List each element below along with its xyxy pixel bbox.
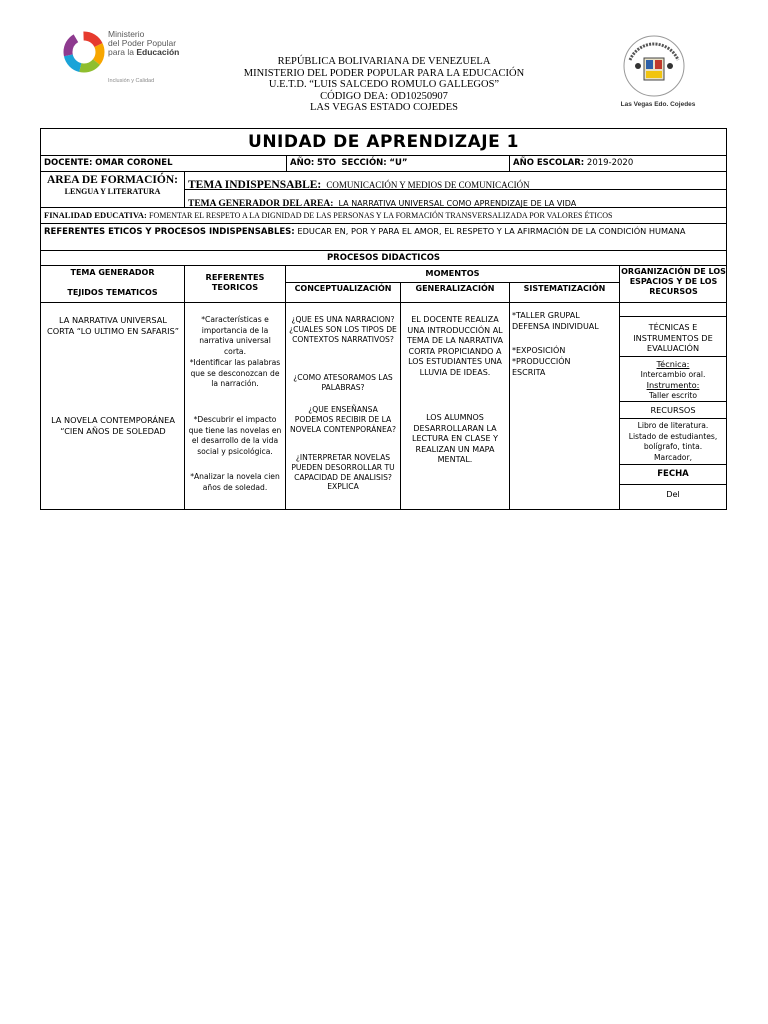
finalidad-cell: FINALIDAD EDUCATIVA: FOMENTAR EL RESPETO A LA DIGNIDAD DE LAS PERSONAS Y LA FORMACIÓN TRANSVERSALIZADA POR VALORES ÉTICOS — [44, 210, 613, 220]
school-logo-caption: Las Vegas Edo. Cojedes — [620, 101, 696, 108]
tejido-novela: LA NOVELA CONTEMPORÁNEA “CIEN AÑOS DE SOLEDAD — [51, 415, 175, 436]
area-formacion-cell: AREA DE FORMACIÓN: LENGUA Y LITERATURA — [41, 172, 185, 207]
sist-3: *PRODUCCIÓN ESCRITA — [512, 357, 571, 377]
ministerio-logo-text: Ministerio del Poder Popular para la Educación — [108, 29, 180, 57]
concept-2: ¿COMO ATESORAMOS LAS PALABRAS? — [293, 373, 393, 392]
area-row — [41, 172, 726, 208]
tema-indispensable: TEMA INDISPENSABLE: COMUNICACIÓN Y MEDIOS DE COMUNICACIÓN — [185, 172, 726, 190]
general-1: EL DOCENTE REALIZA UNA INTRODUCCIÓN AL TEMA DE LA NARRATIVA CORTA PROPICIANDO A LOS ESTUDIANTES UNA LLUVIA DE IDEAS. — [406, 315, 504, 377]
concept-3: ¿QUE ENSEÑANSA PODEMOS RECIBIR DE LA NOVELA CONTENPORÁNEA? — [289, 405, 397, 434]
procesos-title: PROCESOS DIDACTICOS — [41, 251, 726, 266]
col-organizacion: ORGANIZACIÓN DE LOS ESPACIOS Y DE LOS RECURSOS — [621, 267, 726, 296]
temas-cell — [185, 172, 726, 207]
sist-2: *EXPOSICIÓN — [512, 346, 566, 355]
org-fecha: FECHA — [620, 465, 726, 485]
anio-seccion-cell: AÑO: 5TO SECCIÓN: “U” — [287, 156, 510, 171]
docente-row — [41, 156, 726, 172]
columns-header — [41, 266, 726, 303]
referentes-4: *Analizar la novela cien años de soledad. — [190, 472, 280, 492]
referentes-cell: REFERENTES ETICOS Y PROCESOS INDISPENSABLES: EDUCAR EN, POR Y PARA EL AMOR, EL RESPETO Y LA AFIRMACIÓN DE LA CONDICIÓN HUMANA — [44, 226, 686, 237]
ministerio-logo-subtitle: Inclusión y Calidad — [108, 78, 155, 84]
school-logo — [610, 34, 706, 114]
col-conceptualizacion: CONCEPTUALIZACIÓN — [294, 284, 392, 293]
header-line: LAS VEGAS ESTADO COJEDES — [309, 102, 459, 113]
header-line: REPÚBLICA BOLIVARIANA DE VENEZUELA — [277, 56, 491, 67]
org-recursos: RECURSOS — [620, 402, 726, 419]
col-momentos: MOMENTOS — [425, 268, 480, 278]
col-generalizacion: GENERALIZACIÓN — [415, 284, 495, 293]
ministerio-logo — [58, 26, 178, 96]
header-line: MINISTERIO DEL PODER POPULAR PARA LA EDUCACIÓN — [243, 67, 525, 79]
header-line: U.E.T.D. “LUIS SALCEDO ROMULO GALLEGOS” — [268, 79, 500, 90]
learning-unit-table — [40, 128, 727, 510]
org-tecnica-instrumento: Técnica: Intercambio oral. Instrumento: Taller escrito — [620, 357, 726, 402]
col-referentes-teoricos: REFERENTES TEORICOS — [205, 272, 265, 292]
organizacion-column — [620, 303, 726, 509]
docente-cell: DOCENTE: OMAR CORONEL — [41, 156, 287, 171]
col-sistematizacion: SISTEMATIZACIÓN — [523, 284, 606, 293]
header-line: CÓDIGO DEA: OD10250907 — [320, 90, 448, 102]
col-tema-generador: TEMA GENERADOR — [70, 268, 155, 277]
org-fecha-value: Del — [666, 489, 680, 499]
referentes-3: *Descubrir el impacto que tiene las novelas en el desarrollo de la vida social y psicológica. — [188, 415, 282, 456]
school-seal-icon — [622, 34, 686, 98]
col-tejidos: TEJIDOS TEMATICOS — [67, 288, 158, 297]
institution-header — [200, 56, 568, 114]
page-title: UNIDAD DE APRENDIZAJE 1 — [41, 129, 726, 156]
tema-generador-area: TEMA GENERADOR DEL AREA: LA NARRATIVA UNIVERSAL COMO APRENDIZAJE DE LA VIDA — [188, 199, 577, 209]
concept-1: ¿QUE ES UNA NARRACION? ¿CUALES SON LOS TIPOS DE CONTEXTOS NARRATIVOS? — [289, 315, 397, 344]
referentes-2: *Identificar las palabras que se desconozcan de la narración. — [189, 358, 281, 388]
content-body — [41, 303, 726, 509]
anio-escolar-cell: AÑO ESCOLAR: 2019-2020 — [513, 158, 634, 168]
referentes-1: *Características e importancia de la narrativa universal corta. — [199, 315, 271, 356]
finalidad-row — [41, 208, 726, 224]
org-recursos-value: Libro de literatura. Listado de estudiantes, bolígrafo, tinta. Marcador, — [620, 419, 726, 465]
referentes-row — [41, 224, 726, 251]
concept-4: ¿INTERPRETAR NOVELAS PUEDEN DESORROLLAR TU CAPACIDAD DE ANALISIS? EXPLICA — [291, 453, 395, 492]
ministerio-ring-icon — [62, 30, 106, 74]
org-tecnicas: TÉCNICAS E INSTRUMENTOS DE EVALUACIÓN — [620, 317, 726, 357]
general-2: LOS ALUMNOS DESARROLLARAN LA LECTURA EN CLASE Y REALIZAN UN MAPA MENTAL. — [412, 413, 498, 464]
sist-1: *TALLER GRUPAL DEFENSA INDIVIDUAL — [512, 311, 599, 331]
tejido-narrativa: LA NARRATIVA UNIVERSAL CORTA “LO ULTIMO EN SAFARIS” — [46, 315, 180, 336]
